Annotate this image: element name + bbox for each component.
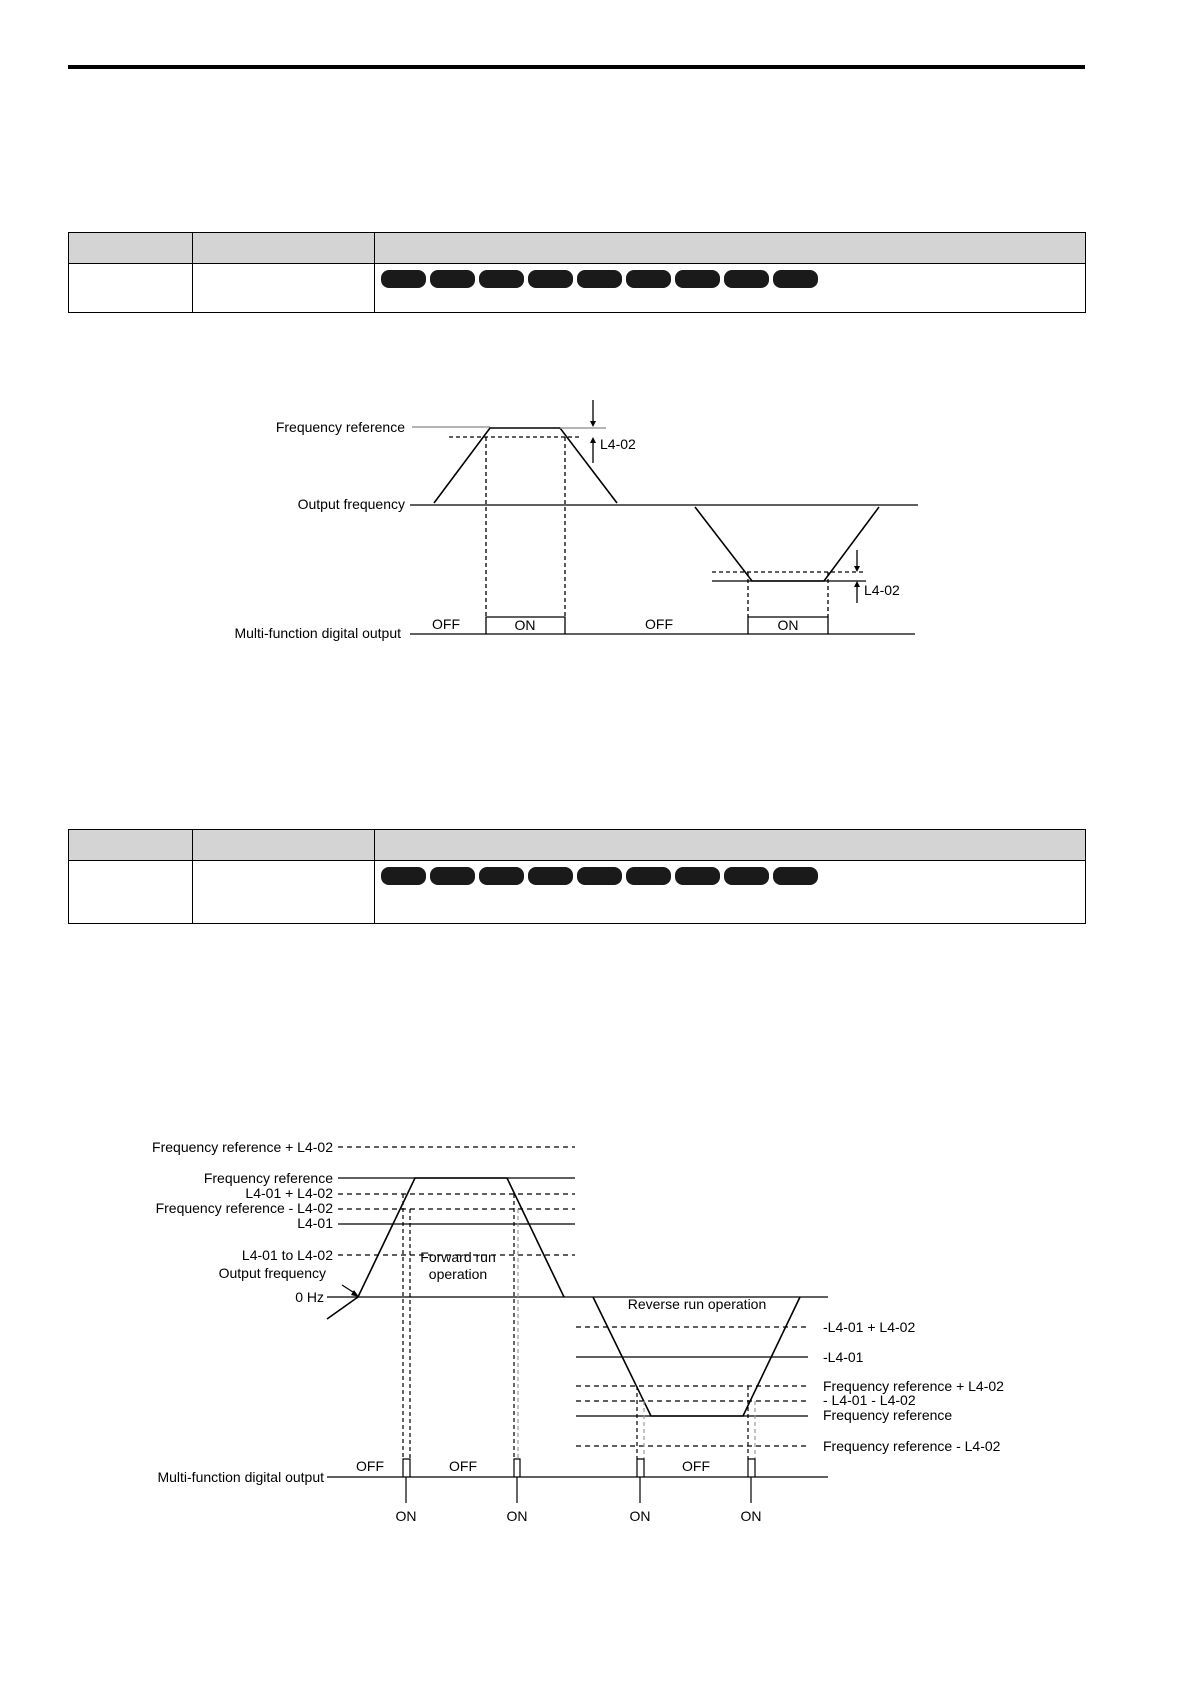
label-l4-01: L4-01 xyxy=(297,1215,333,1231)
label-off-2: OFF xyxy=(645,616,673,632)
control-mode-badge xyxy=(577,867,622,885)
control-mode-badge xyxy=(626,867,671,885)
control-mode-badges xyxy=(381,867,1079,885)
header-cell xyxy=(69,830,193,861)
arrowhead xyxy=(854,566,860,572)
label-zero-hz: 0 Hz xyxy=(295,1289,324,1305)
forward-waveform xyxy=(434,428,617,503)
control-mode-badge xyxy=(675,867,720,885)
label-neg-l4-01-plus: -L4-01 + L4-02 xyxy=(823,1319,916,1335)
control-mode-badge xyxy=(528,867,573,885)
table-row xyxy=(69,861,1086,924)
label-rev-freq-ref-plus: Frequency reference + L4-02 xyxy=(823,1378,1004,1394)
control-mode-badge xyxy=(479,867,524,885)
label-off-1: OFF xyxy=(432,616,460,632)
table-cell xyxy=(193,861,375,924)
control-mode-cell xyxy=(375,861,1086,924)
label-rev-freq-ref-minus: Frequency reference - L4-02 xyxy=(823,1438,1001,1454)
label-on: ON xyxy=(629,1508,651,1524)
label-off: OFF xyxy=(682,1458,710,1474)
label-rev-freq-ref: Frequency reference xyxy=(823,1407,953,1423)
on-pulse xyxy=(748,1459,755,1477)
timing-diagram-1 xyxy=(0,0,1191,700)
arrowhead xyxy=(590,437,596,443)
label-on: ON xyxy=(740,1508,762,1524)
label-reverse-run: Reverse run operation xyxy=(627,1296,767,1312)
header-cell xyxy=(193,830,375,861)
timing-diagram-2 xyxy=(0,1100,1191,1560)
label-on: ON xyxy=(506,1508,528,1524)
label-on: ON xyxy=(395,1508,417,1524)
label-neg-l4-01: -L4-01 xyxy=(823,1349,864,1365)
label-freq-ref-minus: Frequency reference - L4-02 xyxy=(155,1200,333,1216)
on-pulse xyxy=(637,1459,644,1477)
on-pulse xyxy=(403,1459,410,1477)
label-l4-01-to: L4-01 to L4-02 xyxy=(241,1247,333,1263)
label-on-1: ON xyxy=(514,617,536,633)
control-mode-badge xyxy=(430,867,475,885)
label-freq-ref: Frequency reference xyxy=(203,1170,333,1186)
table-cell xyxy=(69,861,193,924)
label-output-frequency: Output frequency xyxy=(297,496,405,512)
label-off: OFF xyxy=(449,1458,477,1474)
table-header-row xyxy=(69,830,1086,861)
label-multi-function-output: Multi-function digital output xyxy=(157,1469,324,1485)
label-frequency-reference: Frequency reference xyxy=(275,419,405,435)
control-mode-badge xyxy=(773,867,818,885)
label-forward-run-2: operation xyxy=(428,1266,488,1282)
parameter-table-2 xyxy=(68,829,1086,924)
label-neg-l4-01-minus: - L4-01 - L4-02 xyxy=(823,1392,916,1408)
label-output-frequency: Output frequency xyxy=(218,1265,326,1281)
header-cell xyxy=(375,830,1086,861)
label-forward-run-1: Forward run xyxy=(420,1249,496,1265)
label-freq-ref-plus: Frequency reference + L4-02 xyxy=(152,1139,333,1155)
label-on-2: ON xyxy=(777,617,799,633)
label-multi-function-output: Multi-function digital output xyxy=(234,625,401,641)
control-mode-badge xyxy=(724,867,769,885)
on-pulse xyxy=(514,1459,520,1477)
label-l4-02-lower: L4-02 xyxy=(864,582,900,598)
label-l4-02-upper: L4-02 xyxy=(600,436,636,452)
reverse-waveform xyxy=(695,507,879,581)
label-l4-01-plus: L4-01 + L4-02 xyxy=(245,1185,333,1201)
arrowhead xyxy=(854,581,860,587)
label-off: OFF xyxy=(356,1458,384,1474)
arrowhead xyxy=(590,421,596,427)
control-mode-badge xyxy=(381,867,426,885)
